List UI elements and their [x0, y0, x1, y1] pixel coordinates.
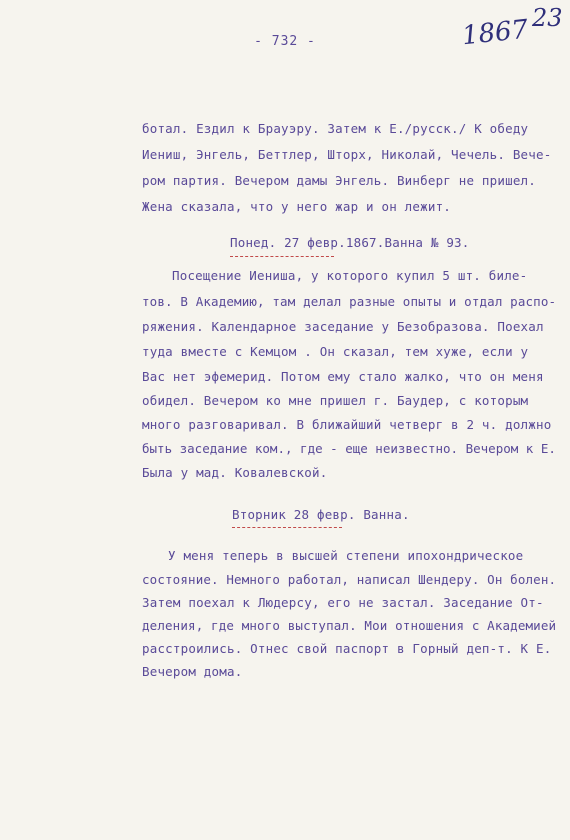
- paragraph-3-line: состояние. Немного работал, написал Шендеру. Он болен.: [142, 572, 557, 587]
- paragraph-2-line: Вас нет эфемерид. Потом ему стало жалко, что он меня: [142, 369, 544, 384]
- paragraph-3-line: расстроились. Отнес свой паспорт в Горный деп-т. К Е.: [142, 641, 552, 656]
- paragraph-3-line: деления, где много выступал. Мои отношения с Академией: [142, 618, 557, 633]
- paragraph-3-line: Затем поехал к Людерсу, его не застал. Заседание От-: [142, 595, 544, 610]
- paragraph-2-line: Посещение Иениша, у которого купил 5 шт. биле-: [172, 268, 528, 283]
- paragraph-2-line: быть заседание ком., где - еще неизвестно. Вечером к Е.: [142, 441, 556, 456]
- heading-2-underline: [232, 527, 342, 528]
- heading-1-underline: [230, 256, 334, 257]
- paragraph-1-line: Жена сказала, что у него жар и он лежит.: [142, 199, 452, 214]
- entry-heading-1: Понед. 27 февр.1867.Ванна № 93.: [230, 235, 470, 250]
- paragraph-2-line: Была у мад. Ковалевской.: [142, 465, 328, 480]
- paragraph-1-line: Иениш, Энгель, Беттлер, Шторх, Николай, Чечель. Вечe-: [142, 147, 552, 162]
- paragraph-3-line: У меня теперь в высшей степени ипохондрическое: [168, 548, 524, 563]
- paragraph-2-line: тов. В Академию, там делал разные опыты и отдал распо-: [142, 294, 557, 309]
- paragraph-1-line: ром партия. Вечером дамы Энгель. Винберг не пришел.: [142, 173, 537, 188]
- entry-heading-2: Вторник 28 февр. Ванна.: [232, 507, 410, 522]
- paragraph-2-line: туда вместе с Кемцом . Он сказал, тем хуже, если у: [142, 344, 529, 359]
- handwritten-year: 1867: [460, 14, 530, 52]
- paragraph-2-line: много разговаривал. В ближайший четверг в 2 ч. должно: [142, 417, 552, 432]
- paragraph-1-line: ботал. Ездил к Брауэру. Затем к Е./русск./ К обеду: [142, 121, 529, 136]
- page-number: - 732 -: [254, 34, 316, 49]
- paragraph-2-line: ряжения. Календарное заседание у Безобразова. Поехал: [142, 319, 544, 334]
- paragraph-2-line: обидел. Вечером ко мне пришел г. Баудер, с которым: [142, 393, 529, 408]
- handwritten-folio-number: 23: [532, 4, 563, 32]
- paragraph-3-line: Вечером дома.: [142, 664, 243, 679]
